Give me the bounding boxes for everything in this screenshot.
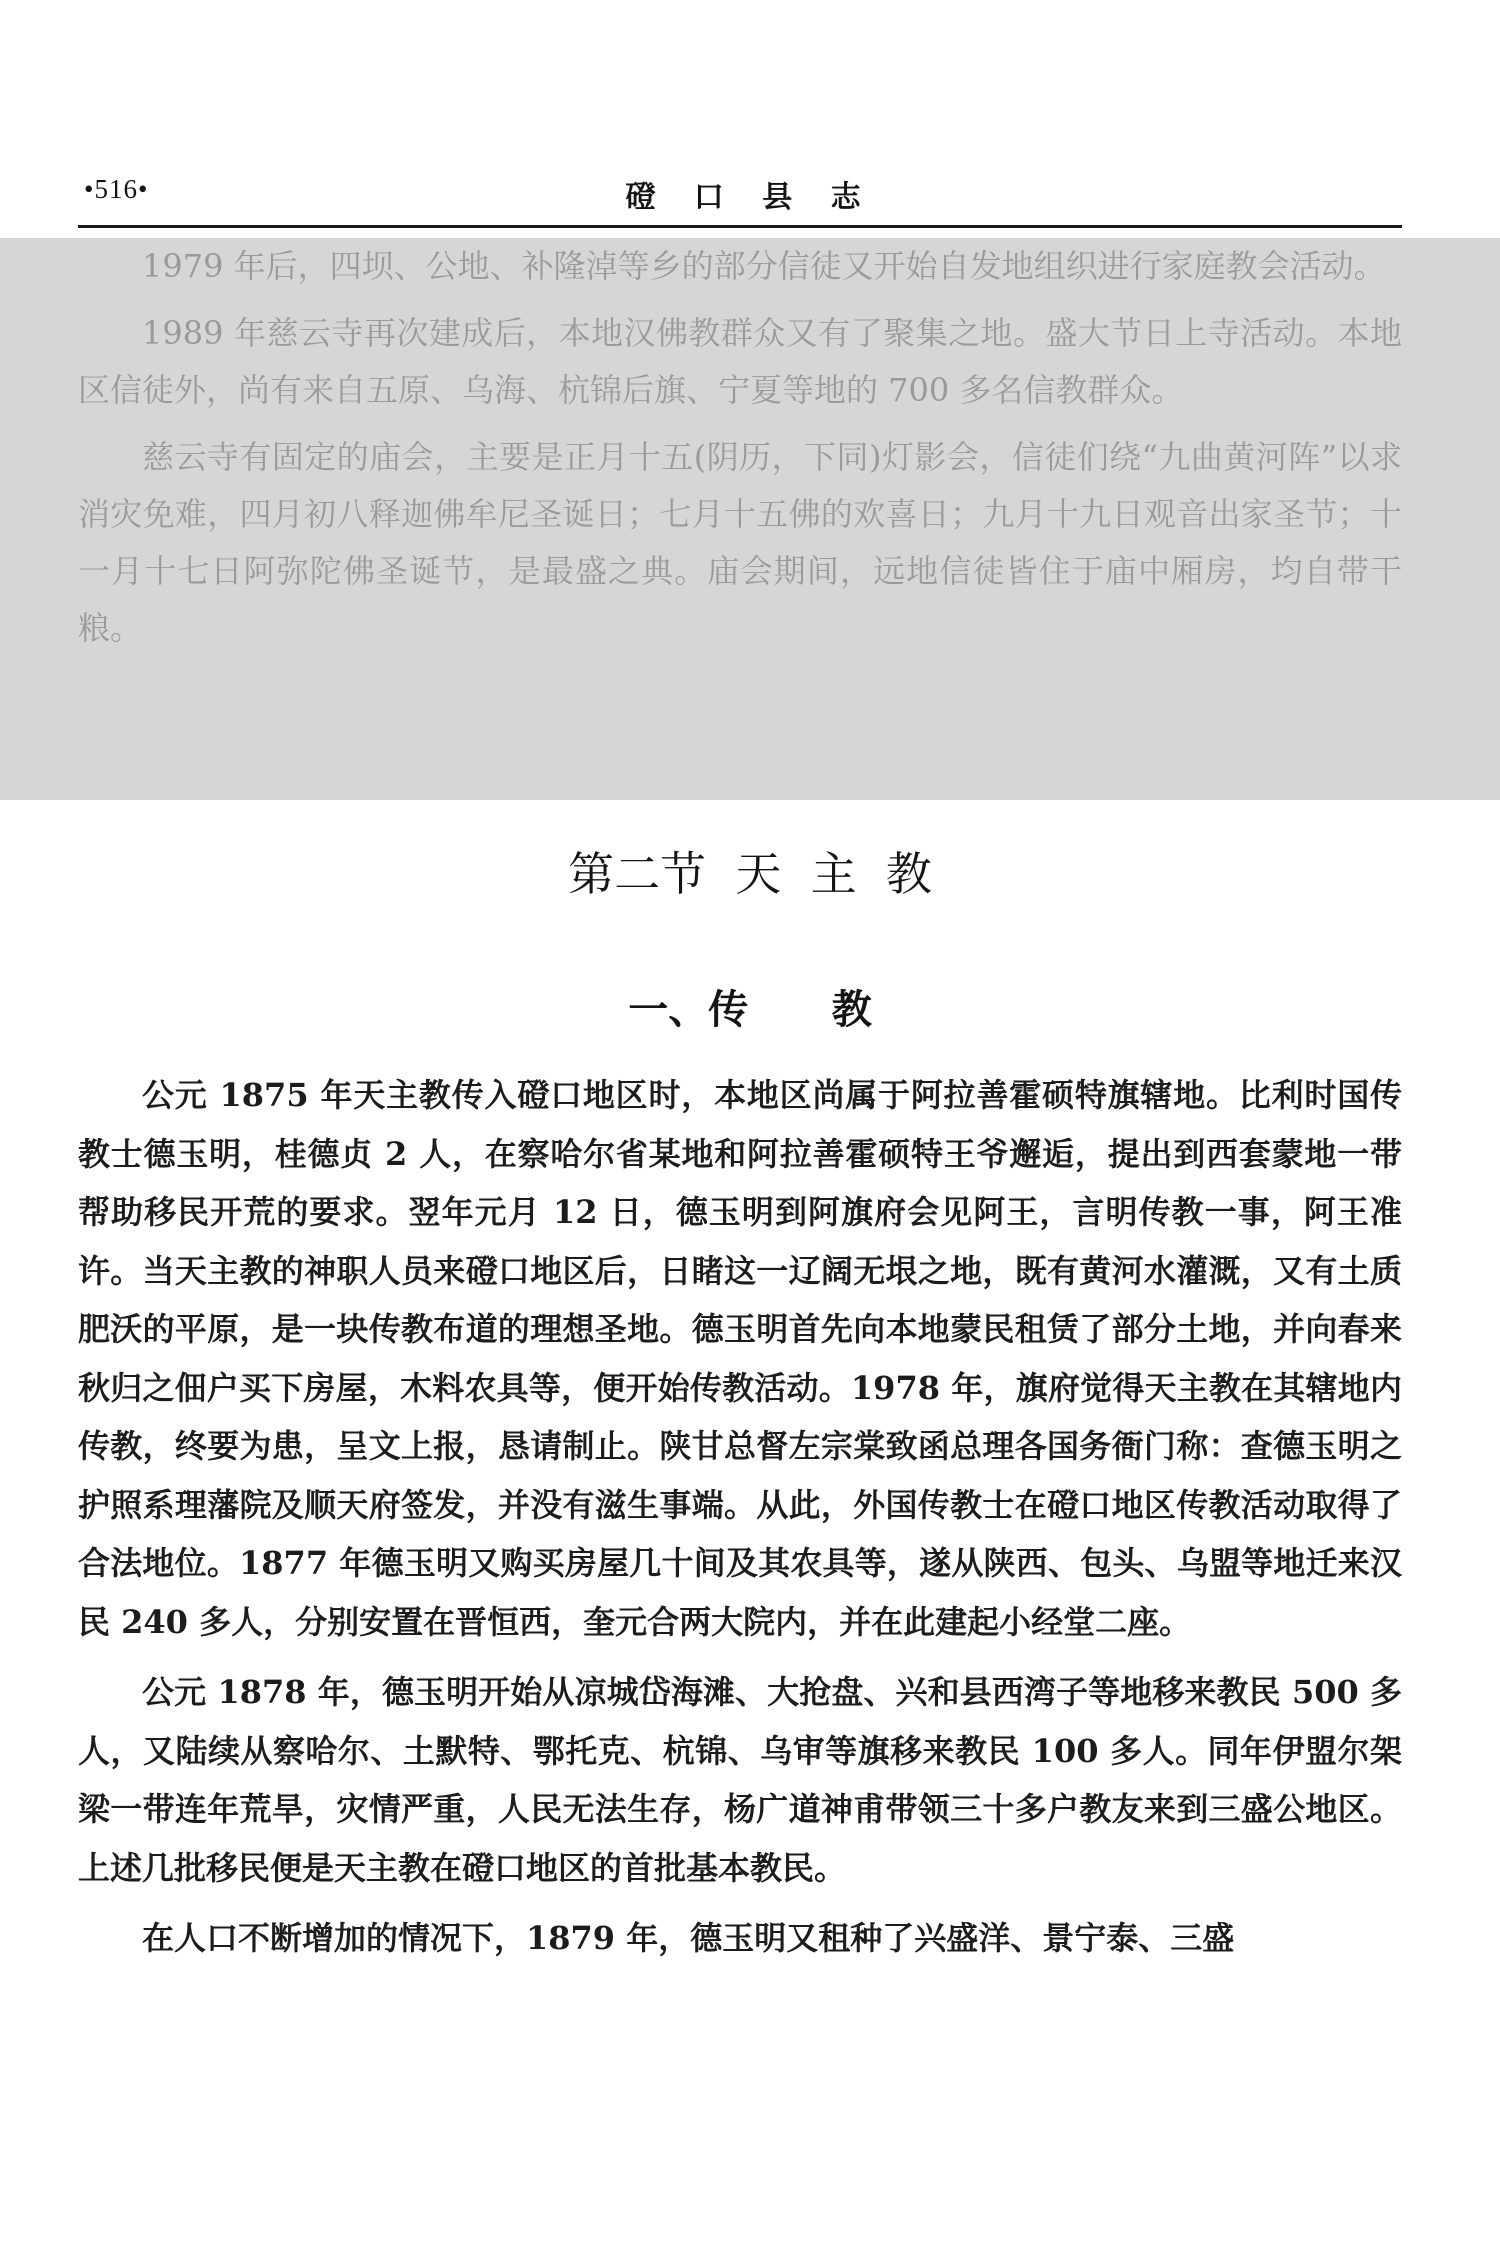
- paragraph: 公元 1875 年天主教传入磴口地区时，本地区尚属于阿拉善霍硕特旗辖地。比利时国传教士德玉明，桂德贞 2 人，在察哈尔省某地和阿拉善霍硕特王爷邂逅，提出到西套蒙地一带帮助移民开荒的要求。翌年元月 12 日，德玉明到阿旗府会见阿王，言明传教一事，阿王准许。当天主教的神职人员来磴口地区后，日睹这一辽阔无垠之地，既有黄河水灌溉，又有土质肥沃的平原，是一块传教布道的理想圣地。德玉明首先向本地蒙民租赁了部分土地，并向春来秋归之佃户买下房屋，木料农具等，便开始传教活动。1978 年，旗府觉得天主教在其辖地内传教，终要为患，呈文上报，恳请制止。陕甘总督左宗棠致函总理各国务衙门称：查德玉明之护照系理藩院及顺天府签发，并没有滋生事端。从此，外国传教士在磴口地区传教活动取得了合法地位。1877 年德玉明又购买房屋几十间及其农具等，遂从陕西、包头、乌盟等地迁来汉民 240 多人，分别安置在晋恒西，奎元合两大院内，并在此建起小经堂二座。: [78, 1076, 1402, 1641]
- paragraph: 在人口不断增加的情况下，1879 年，德玉明又租种了兴盛洋、景宁泰、三盛: [142, 1919, 1235, 1957]
- paragraph: 慈云寺有固定的庙会，主要是正月十五(阴历，下同)灯影会，信徒们绕“九曲黄河阵”以求消灾免难，四月初八释迦佛牟尼圣诞日；七月十五佛的欢喜日；九月十九日观音出家圣节；十一月十七日阿弥陀佛圣诞节，是最盛之典。庙会期间，远地信徒皆住于庙中厢房，均自带干粮。: [78, 438, 1402, 647]
- paragraph: 公元 1878 年，德玉明开始从凉城岱海滩、大抢盘、兴和县西湾子等地移来教民 500 多人，又陆续从察哈尔、土默特、鄂托克、杭锦、乌审等旗移来教民 100 多人。同年伊盟尔架梁一带连年荒旱，灾情严重，人民无法生存，杨广道神甫带领三十多户教友来到三盛公地区。上述几批移民便是天主教在磴口地区的首批基本教民。: [78, 1673, 1402, 1887]
- page-number: •516•: [84, 174, 149, 204]
- highlighted-text-content: [78, 238, 1402, 657]
- body-text: [78, 1066, 1402, 1968]
- paragraph: 1979 年后，四坝、公地、补隆淖等乡的部分信徒又开始自发地组织进行家庭教会活动。: [142, 247, 1386, 285]
- book-title: 磴 口 县 志: [625, 180, 875, 215]
- section-title: 第二节 天 主 教: [568, 847, 932, 901]
- highlighted-text-block: [0, 238, 1500, 800]
- header-divider: [78, 225, 1402, 228]
- subsection-heading: 一、传 教: [628, 987, 872, 1033]
- paragraph: 1989 年慈云寺再次建成后，本地汉佛教群众又有了聚集之地。盛大节日上寺活动。本地区信徒外，尚有来自五原、乌海、杭锦后旗、宁夏等地的 700 多名信教群众。: [78, 314, 1402, 409]
